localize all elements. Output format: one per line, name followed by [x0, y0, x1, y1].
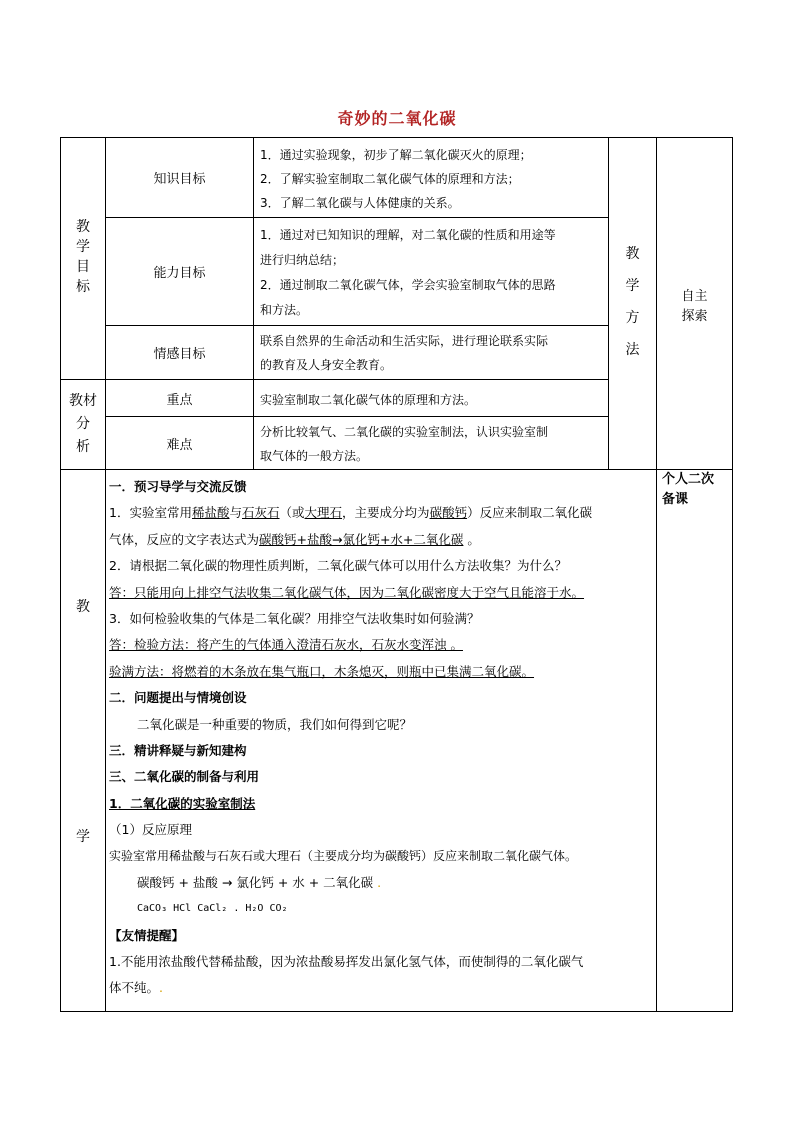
- text: 碳酸钙 + 盐酸 → 氯化钙 + 水 + 二氧化碳: [137, 874, 374, 890]
- section-title: 二．问题提出与情境创设: [109, 690, 247, 706]
- question-2: 2．请根据二氧化碳的物理性质判断，二氧化碳气体可以用什么方法收集？为什么？: [109, 558, 567, 574]
- answer-3: 答：检验方法：将产生的气体通入澄清石灰水，石灰水变浑浊 。: [109, 637, 463, 653]
- teaching-label-2: 学: [76, 829, 90, 845]
- chemical-formulas: CaCO₃ HCl CaCl₂ . H₂O CO₂: [137, 903, 288, 915]
- text: ，主要成分均为: [342, 505, 430, 521]
- difficulty-label: 难点: [166, 437, 193, 453]
- answer-blank: 石灰石: [242, 505, 280, 521]
- text-line: 1．通过实验现象，初步了解二氧化碳灭火的原理；: [260, 148, 532, 162]
- paragraph: 二氧化碳是一种重要的物质，我们如何得到它呢？: [137, 716, 413, 732]
- question-3: 3．如何检验收集的气体是二氧化碳？用排空气法收集时如何验满？: [109, 610, 480, 626]
- text: （或: [279, 505, 305, 521]
- goals-label: [61, 207, 105, 307]
- text-line: 2．通过制取二氧化碳气体，学会实验室制取气体的思路: [260, 278, 556, 292]
- answer-blank: 碳酸钙+盐酸→氯化钙+水+二氧化碳: [259, 531, 464, 547]
- text: 气体，反应的文字表达式为: [109, 531, 260, 547]
- marker-dot: .: [377, 874, 382, 890]
- difficulty-content: [260, 420, 605, 468]
- analysis-label-line: 析: [76, 439, 90, 455]
- analysis-label-line: 教材: [69, 393, 97, 409]
- text: 。: [463, 531, 480, 547]
- method-label: [609, 222, 656, 382]
- method-value: [657, 282, 732, 332]
- goals-label-char: 学: [76, 239, 90, 255]
- answer-blank: 碳酸钙: [429, 505, 468, 521]
- ability-goal-label: 能力目标: [153, 266, 206, 281]
- answer-3b: 验满方法：将燃着的木条放在集气瓶口，木条熄灭，则瓶中已集满二氧化碳。: [109, 663, 535, 679]
- tip-line: [109, 975, 654, 1001]
- key-point-label: 重点: [166, 392, 193, 408]
- method-value-line: 自主: [681, 289, 708, 304]
- page-title: 奇妙的二氧化碳: [337, 109, 457, 128]
- personal-notes-header: [662, 470, 730, 510]
- analysis-label: [61, 387, 105, 462]
- section-title: 三、二氧化碳的制备与利用: [109, 769, 260, 785]
- knowledge-goal-label: 知识目标: [153, 172, 206, 187]
- text-line: 取气体的一般方法。: [260, 449, 369, 463]
- goals-label-char: 目: [76, 259, 90, 275]
- teaching-content: [109, 474, 654, 1002]
- marker-dot: .: [159, 980, 163, 996]
- goals-label-char: 教: [76, 219, 90, 235]
- text: 与: [229, 505, 242, 521]
- side-header-line: 备课: [662, 492, 689, 507]
- text-line: 分析比较氧气、二氧化碳的实验室制法，认识实验室制: [260, 425, 549, 439]
- text-line: 联系自然界的生命活动和生活实际，进行理论联系实际: [260, 334, 549, 348]
- ability-goal-content: [260, 223, 605, 323]
- text-line: 的教育及人身安全教育。: [260, 358, 393, 372]
- text-line: 2．了解实验室制取二氧化碳气体的原理和方法；: [260, 172, 520, 186]
- tip-title: 【友情提醒】: [109, 927, 185, 943]
- answer-2: 答：只能用向上排空气法收集二氧化碳气体，因为二氧化碳密度大于空气且能溶于水。: [109, 584, 585, 600]
- paragraph: 实验室常用稀盐酸与石灰石或大理石（主要成分均为碳酸钙）反应来制取二氧化碳气体。: [109, 849, 578, 864]
- word-equation: [109, 870, 654, 896]
- answer-blank: 稀盐酸: [191, 505, 230, 521]
- text-line: 3．了解二氧化碳与人体健康的关系。: [260, 196, 460, 210]
- analysis-label-line: 分: [76, 416, 90, 432]
- side-header-line: 个人二次: [662, 472, 715, 487]
- teaching-label-1: 教: [76, 599, 90, 615]
- subsection-item: （1）反应原理: [109, 822, 192, 838]
- text: ）反应来制取二氧化碳: [467, 505, 593, 521]
- emotion-goal-label: 情感目标: [153, 347, 206, 362]
- question-1: [109, 500, 654, 526]
- key-point-content: [260, 390, 605, 410]
- answer-blank: 大理石: [304, 505, 343, 521]
- method-label-char: 方: [625, 310, 640, 326]
- goals-label-char: 标: [76, 279, 90, 295]
- text-line: 实验室制取二氧化碳气体的原理和方法。: [260, 393, 477, 407]
- method-label-char: 法: [625, 342, 640, 358]
- method-label-char: 学: [625, 278, 640, 294]
- section-title: 一．预习导学与交流反馈: [109, 479, 247, 494]
- text-line: 进行归纳总结；: [260, 253, 345, 267]
- text-line: 1．通过对已知知识的理解，对二氧化碳的性质和用途等: [260, 228, 556, 242]
- tip-line: 1.不能用浓盐酸代替稀盐酸，因为浓盐酸易挥发出氯化氢气体，而使制得的二氧化碳气: [109, 954, 584, 970]
- subsection-title: 1．二氧化碳的实验室制法: [109, 795, 256, 811]
- method-label-char: 教: [625, 246, 640, 262]
- emotion-goal-content: [260, 329, 605, 377]
- text: 1．实验室常用: [109, 505, 192, 521]
- text-line: 和方法。: [260, 303, 309, 317]
- method-value-line: 探索: [681, 309, 708, 324]
- knowledge-goal-content: [260, 143, 605, 215]
- question-1-line2: [109, 527, 654, 553]
- text: 体不纯。: [109, 980, 160, 996]
- section-title: 三．精讲释疑与新知建构: [109, 742, 247, 758]
